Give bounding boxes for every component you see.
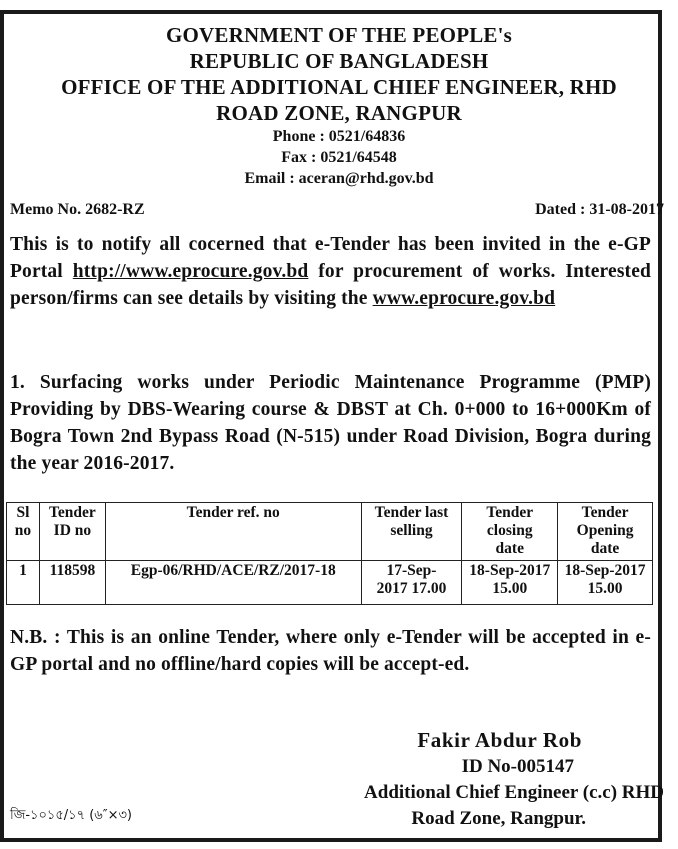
memo-date: Dated : 31-08-2017	[535, 201, 664, 218]
work-item-description: 1. Surfacing works under Periodic Maintenance Programme (PMP) Providing by DBS-Wearing course & DBST at Ch. 0+000 to 16+000Km of Bogra Town 2nd Bypass Road (N-515) under Road Division, Bogra during the year 2016-2017.	[10, 372, 651, 474]
header-tender-id: Tender ID no	[39, 503, 105, 561]
cell-last-selling: 17-Sep- 2017 17.00	[361, 561, 462, 605]
table-row	[7, 561, 653, 605]
header-tender-ref: Tender ref. no	[105, 503, 361, 561]
nb-paragraph: N.B. : This is an online Tender, where only e-Tender will be accepted in e-GP portal and no offline/hard copies will be accept-ed.	[10, 627, 651, 675]
memo-row	[10, 201, 664, 219]
header-line-republic: REPUBLIC OF BANGLADESH	[189, 49, 489, 73]
cell-closing-date: 18-Sep-2017 15.00	[462, 561, 558, 605]
signatory-name: Fakir Abdur Rob	[417, 728, 582, 752]
signatory-designation: Additional Chief Engineer (c.c) RHD	[364, 782, 664, 803]
signature-block	[284, 727, 664, 832]
header-fax: Fax : 0521/64548	[281, 149, 397, 166]
notice-text-part1: This is to notify all cocerned that e-Tender has been invited in the e-GP Portal	[10, 234, 651, 282]
header-line-zone: ROAD ZONE, RANGPUR	[216, 101, 462, 125]
memo-number: Memo No. 2682-RZ	[10, 201, 145, 218]
table-header-row	[7, 503, 653, 561]
notice-paragraph	[10, 231, 651, 312]
header-sl-no: Sl no	[7, 503, 40, 561]
ad-code: জি-১০১৫/১৭ (৬″×৩)	[10, 808, 132, 823]
header-email: Email : aceran@rhd.gov.bd	[244, 170, 434, 187]
cell-opening-date: 18-Sep-2017 15.00	[558, 561, 653, 605]
cell-sl: 1	[7, 561, 40, 605]
site-link[interactable]: www.eprocure.gov.bd	[372, 288, 556, 309]
signatory-id: ID No-005147	[461, 756, 574, 777]
header-line-government: GOVERNMENT OF THE PEOPLE's	[165, 23, 513, 47]
cell-tender-ref: Egp-06/RHD/ACE/RZ/2017-18	[105, 561, 361, 605]
header-closing-date: Tender closing date	[462, 503, 558, 561]
office-header	[4, 22, 674, 189]
header-line-office: OFFICE OF THE ADDITIONAL CHIEF ENGINEER, RHD	[61, 75, 617, 99]
tender-table	[6, 502, 653, 605]
header-phone: Phone : 0521/64836	[272, 128, 406, 145]
header-opening-date: Tender Opening date	[558, 503, 653, 561]
portal-link[interactable]: http://www.eprocure.gov.bd	[72, 261, 309, 282]
notice-text-part2: for procurement of works. Interested person/firms can see details by visiting the	[10, 261, 652, 309]
header-last-selling: Tender last selling	[361, 503, 462, 561]
cell-tender-id: 118598	[39, 561, 105, 605]
signatory-zone: Road Zone, Rangpur.	[411, 808, 586, 829]
